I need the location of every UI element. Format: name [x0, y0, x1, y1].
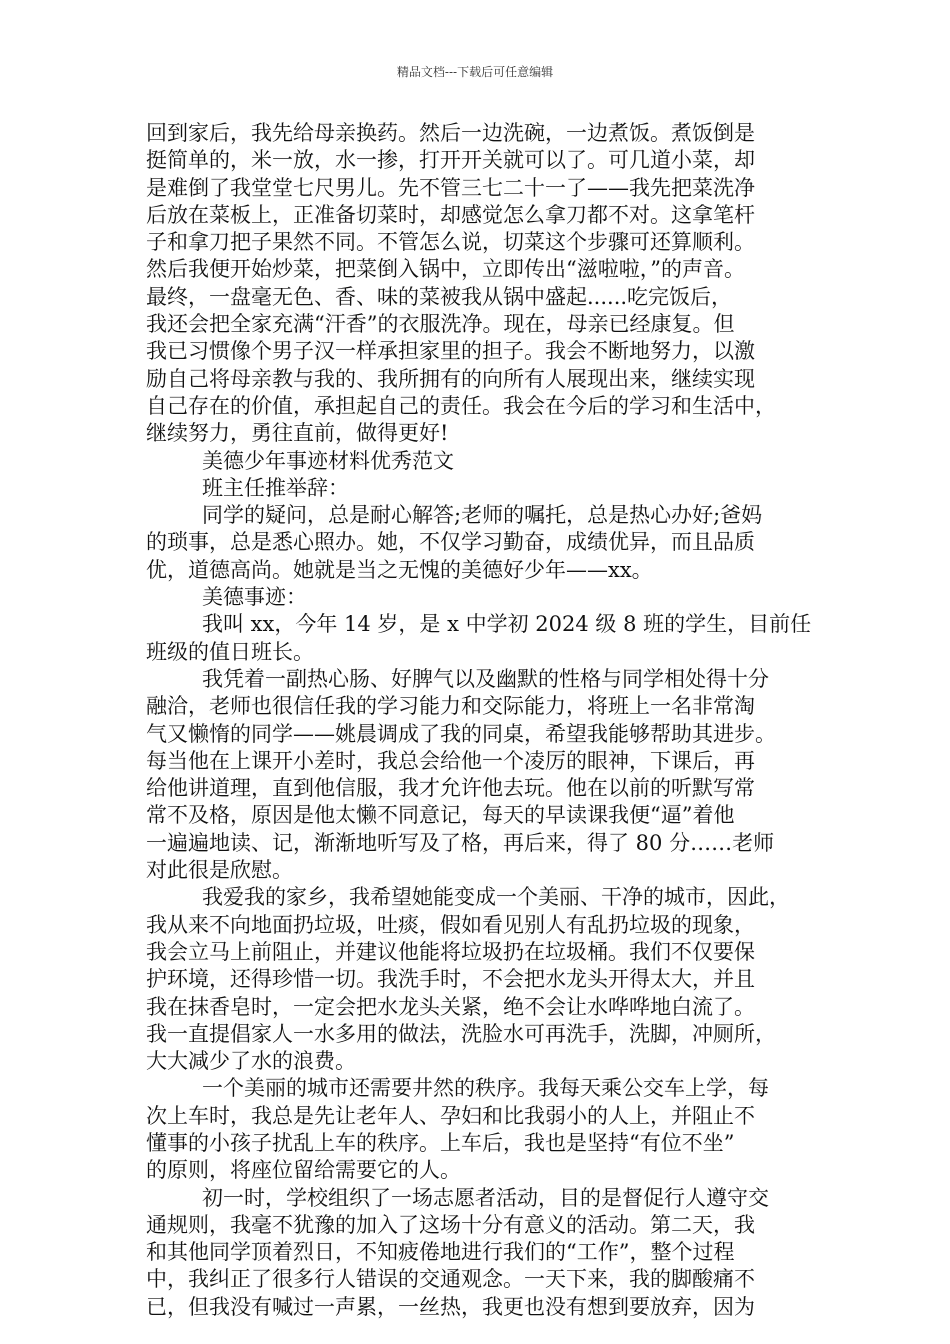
text-line: 子和拿刀把子果然不同。不管怎么说，切菜这个步骤可还算顺利。: [146, 230, 755, 255]
text-line: 懂事的小孩子扰乱上车的秩序。上车后，我也是坚持“有位不坐”: [146, 1130, 735, 1155]
text-line: 美德少年事迹材料优秀范文: [202, 448, 454, 473]
text-line: 大大减少了水的浪费。: [146, 1049, 356, 1074]
text-line: 初一时，学校组织了一场志愿者活动，目的是督促行人遵守交: [202, 1185, 769, 1210]
text-line: 是难倒了我堂堂七尺男儿。先不管三七二十一了——我先把菜洗净: [146, 175, 755, 200]
text-line: 次上车时，我总是先让老年人、孕妇和比我弱小的人上，并阻止不: [146, 1103, 755, 1128]
text-line: 我已习惯像个男子汉一样承担家里的担子。我会不断地努力，以激: [146, 339, 755, 364]
text-line: 常不及格，原因是他太懒不同意记，每天的早读课我便“逼”着他: [146, 803, 735, 828]
document-body: [146, 120, 826, 1321]
text-line: 我一直提倡家人一水多用的做法，洗脸水可再洗手，洗脚，冲厕所，: [146, 1021, 776, 1046]
text-line: 我会立马上前阻止，并建议他能将垃圾扔在垃圾桶。我们不仅要保: [146, 939, 755, 964]
text-line: 已，但我没有喊过一声累，一丝热，我更也没有想到要放弃，因为: [146, 1294, 755, 1319]
text-line: 中，我纠正了很多行人错误的交通观念。一天下来，我的脚酸痛不: [146, 1267, 755, 1292]
text-line: 一个美丽的城市还需要井然的秩序。我每天乘公交车上学，每: [202, 1076, 769, 1101]
text-line: 气又懒惰的同学——姚晨调成了我的同桌，希望我能够帮助其进步。: [146, 721, 776, 746]
text-line: 护环境，还得珍惜一切。我洗手时，不会把水龙头开得太大，并且: [146, 967, 755, 992]
text-line: 我在抹香皂时，一定会把水龙头关紧，绝不会让水哗哗地白流了。: [146, 994, 755, 1019]
text-line: 我还会把全家充满“汗香”的衣服洗净。现在，母亲已经康复。但: [146, 312, 735, 337]
text-line: 我从来不向地面扔垃圾，吐痰，假如看见别人有乱扔垃圾的现象，: [146, 912, 755, 937]
text-line: 挺简单的，米一放，水一掺，打开开关就可以了。可几道小菜，却: [146, 148, 755, 173]
text-line: 融洽，老师也很信任我的学习能力和交际能力，将班上一名非常淘: [146, 694, 755, 719]
text-line: 后放在菜板上，正准备切菜时，却感觉怎么拿刀都不对。这拿笔杆: [146, 202, 755, 227]
text-line: 同学的疑问，总是耐心解答;老师的嘱托，总是热心办好;爸妈: [202, 503, 763, 528]
text-line: 最终，一盘毫无色、香、味的菜被我从锅中盛起......吃完饭后，: [146, 284, 733, 309]
text-line: 通规则，我毫不犹豫的加入了这场十分有意义的活动。第二天，我: [146, 1212, 755, 1237]
text-line: 和其他同学顶着烈日，不知疲倦地进行我们的“工作”，整个过程: [146, 1240, 735, 1265]
text-line: 励自己将母亲教与我的、我所拥有的向所有人展现出来，继续实现: [146, 366, 755, 391]
page-header: 精品文档---下载后可任意编辑: [396, 65, 554, 79]
text-line: 回到家后，我先给母亲换药。然后一边洗碗，一边煮饭。煮饭倒是: [146, 121, 755, 145]
text-line: 给他讲道理，直到他信服，我才允许他去玩。他在以前的听默写常: [146, 776, 755, 801]
text-line: 继续努力，勇往直前，做得更好!: [146, 421, 449, 446]
text-line: 自己存在的价值，承担起自己的责任。我会在今后的学习和生活中，: [146, 393, 776, 418]
text-line: 美德事迹：: [202, 585, 307, 610]
text-line: 我凭着一副热心肠、好脾气以及幽默的性格与同学相处得十分: [202, 666, 769, 691]
text-line: 班级的值日班长。: [146, 639, 314, 664]
text-line: 然后我便开始炒菜，把菜倒入锅中，立即传出“滋啦啦，”的声音。: [146, 257, 745, 282]
text-line: 的琐事，总是悉心照办。她，不仅学习勤奋，成绩优异，而且品质: [146, 530, 755, 555]
text-line: 一遍遍地读、记，渐渐地听写及了格，再后来，得了 80 分……老师: [146, 830, 775, 855]
text-line: 对此很是欣慰。: [146, 858, 293, 883]
text-line: 优，道德高尚。她就是当之无愧的美德好少年——xx。: [146, 557, 653, 582]
text-line: 的原则，将座位留给需要它的人。: [146, 1158, 461, 1183]
text-line: 我爱我的家乡，我希望她能变成一个美丽、干净的城市，因此，: [202, 885, 790, 910]
text-line: 每当他在上课开小差时，我总会给他一个凌厉的眼神，下课后，再: [146, 748, 755, 773]
text-line: 我叫 xx，今年 14 岁，是 x 中学初 2024 级 8 班的学生，目前任: [202, 612, 812, 637]
text-line: 班主任推举辞：: [202, 475, 349, 500]
